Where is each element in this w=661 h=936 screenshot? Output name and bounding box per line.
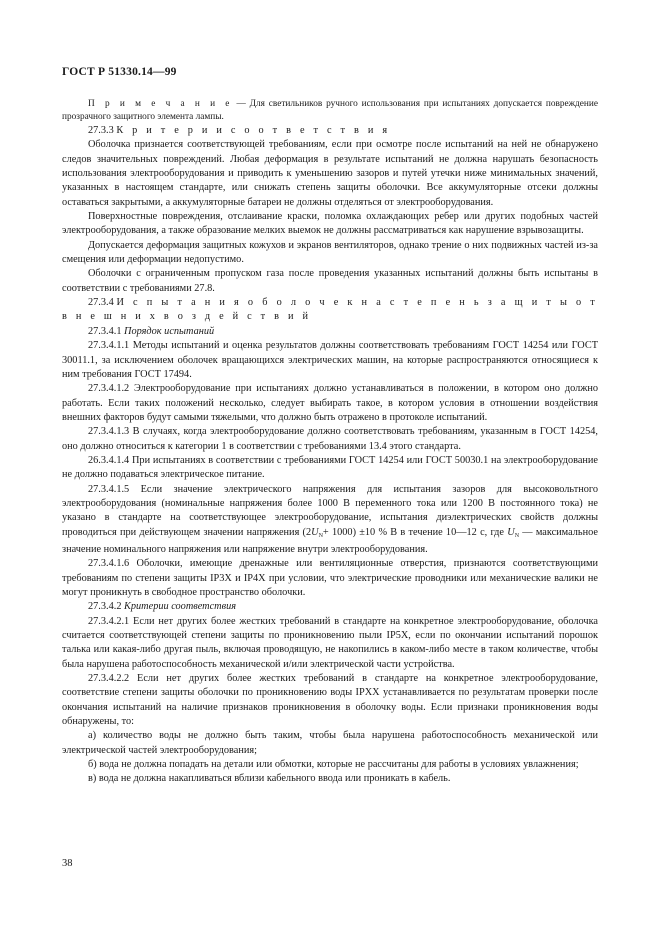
paragraph: Оболочки с ограниченным пропуском газа после проведения указанных испытаний должны быть испытаны в соответствии с требованиями 27.8. — [62, 268, 598, 294]
page-number: 38 — [62, 858, 73, 869]
paragraph: 27.3.4.2.1 Если нет других более жестких требований в стандарте на конкретное электрооборудование, оболочка считается соответствующей степени защиты по проникновению пыли IP5X, если по окончании испытаний порошок талька или какая-либо другая пыль, включая проводящую, не накопились в каком-либо месте в таком количестве, чтобы была нарушена работоспособность механической и/или электрической части устройства. — [62, 615, 598, 670]
note-paragraph — [62, 98, 598, 124]
section-title: Порядок испытаний — [124, 325, 215, 337]
note-label: П р и м е ч а н и е — [88, 99, 233, 109]
section-27-3-4-1-heading — [62, 325, 598, 339]
paragraph: 27.3.4.1.3 В случаях, когда электрооборудование должно соответствовать требованиям, указанным в ГОСТ 14254, оно должно относиться к категории 1 в соответствии с требованиями 13.4 этого стандарта. — [62, 426, 598, 452]
section-27-3-4-2-heading — [62, 600, 598, 614]
paragraph: 26.3.4.1.4 При испытаниях в соответствии с требованиями ГОСТ 14254 или ГОСТ 50030.1 на электрооборудование не должно подаваться электрическое питание. — [62, 454, 598, 481]
section-27-3-3-heading — [62, 124, 598, 138]
section-title: И с п ы т а н и я о б о л о ч е к н а с т е п е н ь з а щ и т ы о т в н е ш н и х в о з д е й с т в и й — [62, 297, 598, 323]
page-content — [62, 98, 598, 787]
section-title: К р и т е р и и с о о т в е т с т в и я — [116, 125, 391, 136]
section-title: Критерии соответствия — [124, 601, 237, 613]
list-item: в) вода не должна накапливаться вблизи кабельного ввода или проникать в кабель. — [88, 773, 451, 785]
paragraph: Оболочка признается соответствующей требованиям, если при осмотре после испытаний на ней не обнаружено следов значительных повреждений. Любая деформация в результате испытаний не должна нарушать безопасность использования электрооборудования и приводить к уменьшению зазоров и путей утечки ниже минимальных значений, указанных в настоящем стандарте, или снижать степень защиты оболочки. Все аккумуляторные отсеки должны оставаться закрытыми, а аккумуляторные батареи не должны отделяться от электрооборудования. — [62, 139, 598, 208]
page-header: ГОСТ Р 51330.14—99 — [62, 66, 177, 78]
list-item: а) количество воды не должно быть таким, чтобы была нарушена работоспособность механической или электрической частей электрооборудования; — [62, 730, 598, 756]
paragraph: Допускается деформация защитных кожухов и экранов вентиляторов, однако трение о них подвижных частей из-за смещения или деформации недопустимо. — [62, 239, 598, 266]
paragraph: 27.3.4.1.6 Оболочки, имеющие дренажные или вентиляционные отверстия, признаются соответствующими требованиям по степени защиты IP3X и IP4X при условии, что электрические проводники или механические валики не могут проникнуть в свободное пространство оболочки. — [62, 558, 598, 598]
section-number: 27.3.4 — [88, 297, 114, 309]
note-text: — Для светильников ручного использования при испытаниях допускается повреждение прозрачного защитного элемента лампы. — [62, 99, 598, 122]
paragraph-voltage — [62, 483, 598, 558]
section-number: 27.3.4.1 — [88, 325, 122, 337]
text-run: + 1000) ±10 % В в течение 10—12 с, где — [322, 526, 508, 538]
paragraph: 27.3.4.1.2 Электрооборудование при испытаниях должно устанавливаться в положении, в котором оно должно работать. Если таких положений несколько, следует выбирать такое, в котором условия в отношении воздействия внешних факторов будут самыми тяжелыми, что должно быть отражено в протоколе испытаний. — [62, 383, 598, 423]
paragraph: Поверхностные повреждения, отслаивание краски, поломка охлаждающих ребер или других подобных частей электрооборудования, а также образование мелких выемок не должны рассматриваться как нарушение взрывозащиты. — [62, 211, 598, 237]
symbol-subscript: N — [514, 532, 520, 539]
paragraph: 27.3.4.2.2 Если нет других более жестких требований в стандарте на конкретное электрооборудование, соответствие степени защиты оболочки по проникновению воды IPXX устанавливается по результатам проверки после окончания испытаний на наличие признаков проникновения в оболочку воды. Если признаки проникновения воды обнаружены, то: — [62, 673, 598, 728]
text-run: — максимальное значение номинального напряжения или напряжение внутри электрооборудования. — [62, 526, 598, 555]
text-run: 27.3.4.1.5 Если значение электрического напряжения для испытания зазоров для высоковольтного электрооборудования (номинальные напряжения более 1000 В переменного тока или 1200 В постоянного тока) не указано в стандарте на соответствующее электрооборудование, испытания диэлектрических свойств должны проводиться при действующем значении напряжения (2 — [62, 483, 598, 538]
symbol-subscript: N — [318, 532, 323, 539]
paragraph: 27.3.4.1.1 Методы испытаний и оценка результатов должны соответствовать требованиям ГОСТ 14254 или ГОСТ 30011.1, за исключением оболочек вращающихся электрических машин, на которые распространяются относящиеся к ним требования ГОСТ 17494. — [62, 340, 598, 380]
section-27-3-4-heading — [62, 296, 598, 325]
symbol-u: U — [311, 526, 319, 538]
symbol-u: U — [507, 526, 515, 538]
section-number: 27.3.3 — [88, 125, 114, 136]
section-number: 27.3.4.2 — [88, 601, 122, 613]
list-item: б) вода не должна попадать на детали или обмотки, которые не рассчитаны для работы в условиях увлажнения; — [88, 759, 579, 771]
